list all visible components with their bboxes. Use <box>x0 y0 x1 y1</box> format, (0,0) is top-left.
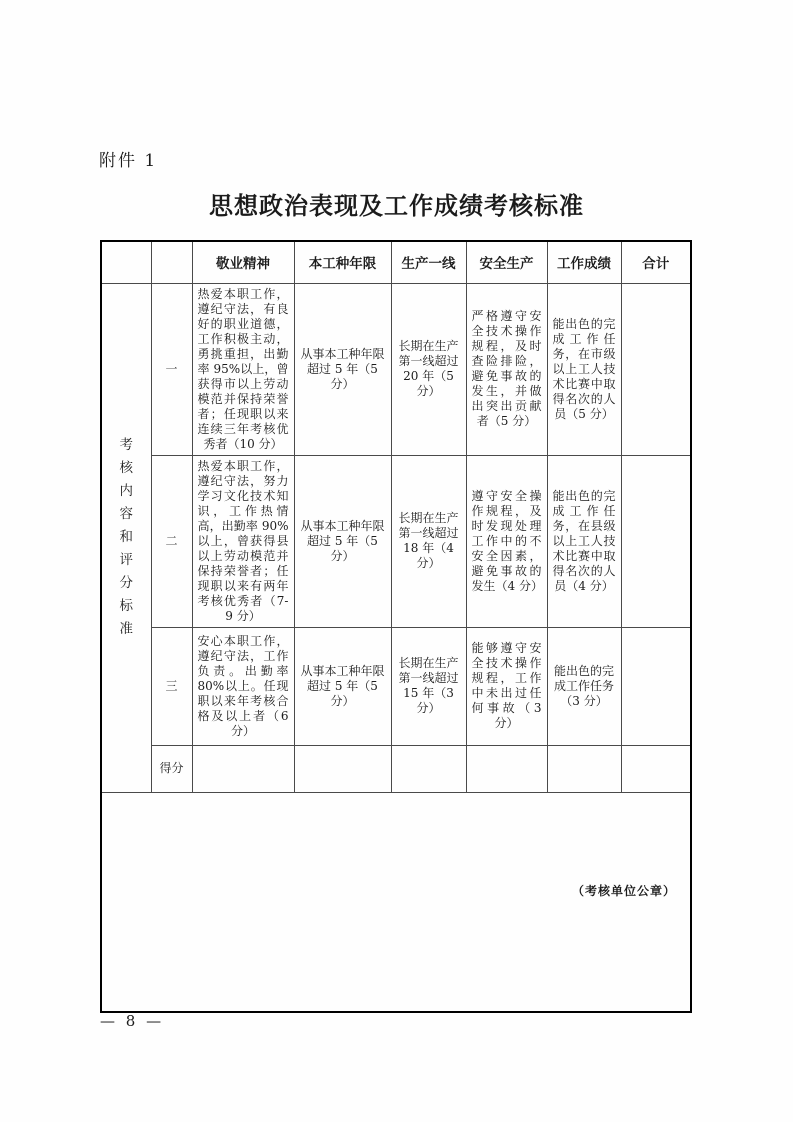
column-header-frontline: 生产一线 <box>391 241 466 283</box>
header-row <box>101 241 691 283</box>
cell-grade3-achievement: 能出色的完成工作任务（3 分） <box>547 627 621 745</box>
table-row-score <box>101 745 691 792</box>
page-number: — 8 — <box>100 1012 165 1030</box>
cell-grade1-safety: 严格遵守安全技术操作规程，及时查险排险，避免事故的发生，并做出突出贡献者（5 分） <box>466 283 547 455</box>
cell-grade2-trade-years: 从事本工种年限超过 5 年（5 分） <box>294 455 391 627</box>
left-vertical-header <box>101 283 151 792</box>
cell-score-achievement <box>547 745 621 792</box>
row-label-grade3: 三 <box>151 627 192 745</box>
row-label-grade2: 二 <box>151 455 192 627</box>
page-title: 思想政治表现及工作成绩考核标准 <box>209 191 584 220</box>
column-header-total: 合计 <box>621 241 691 283</box>
column-header-dedication: 敬业精神 <box>192 241 294 283</box>
cell-grade3-dedication: 安心本职工作，遵纪守法，工作负责。出勤率 80%以上。任现职以来年考核合格及以上者（6 分） <box>192 627 294 745</box>
cell-grade3-trade-years: 从事本工种年限超过 5 年（5 分） <box>294 627 391 745</box>
corner-cell-left <box>101 241 151 283</box>
cell-grade2-frontline: 长期在生产第一线超过 18 年（4 分） <box>391 455 466 627</box>
stamp-area <box>101 792 691 1012</box>
cell-score-frontline <box>391 745 466 792</box>
cell-grade1-frontline: 长期在生产第一线超过 20 年（5 分） <box>391 283 466 455</box>
column-header-safety: 安全生产 <box>466 241 547 283</box>
row-label-grade1: 一 <box>151 283 192 455</box>
table-row-grade2 <box>101 455 691 627</box>
table-row-grade3 <box>101 627 691 745</box>
column-header-trade-years: 本工种年限 <box>294 241 391 283</box>
cell-grade3-safety: 能够遵守安全技术操作规程，工作中未出过任何事故（3 分） <box>466 627 547 745</box>
cell-grade2-total <box>621 455 691 627</box>
corner-cell-right <box>151 241 192 283</box>
left-vertical-header-text: 考核内容和评分标准 <box>119 437 133 637</box>
cell-grade2-safety: 遵守安全操作规程，及时发现处理工作中的不安全因素，避免事故的发生（4 分） <box>466 455 547 627</box>
cell-grade2-dedication: 热爱本职工作，遵纪守法，努力学习文化技术知识，工作热情高，出勤率 90%以上，曾获得县以上劳动模范并保持荣誉者；任现职以来有两年考核优秀者（7-9 分） <box>192 455 294 627</box>
stamp-note: （考核单位公章） <box>571 884 676 899</box>
cell-grade3-total <box>621 627 691 745</box>
cell-grade2-achievement: 能出色的完成工作任务，在县级以上工人技术比赛中取得名次的人员（4 分） <box>547 455 621 627</box>
attachment-label: 附件 1 <box>99 151 158 171</box>
cell-score-safety <box>466 745 547 792</box>
cell-score-trade-years <box>294 745 391 792</box>
cell-grade1-dedication: 热爱本职工作，遵纪守法，有良好的职业道德，工作积极主动，勇挑重担，出勤率 95%以上，曾获得市以上劳动模范并保持荣誉者；任现职以来连续三年考核优秀者（10 分） <box>192 283 294 455</box>
cell-grade1-total <box>621 283 691 455</box>
cell-grade3-frontline: 长期在生产第一线超过 15 年（3 分） <box>391 627 466 745</box>
cell-grade1-achievement: 能出色的完成工作任务，在市级以上工人技术比赛中取得名次的人员（5 分） <box>547 283 621 455</box>
cell-score-total <box>621 745 691 792</box>
column-header-achievement: 工作成绩 <box>547 241 621 283</box>
assessment-table <box>100 240 692 1013</box>
stamp-row <box>101 792 691 1012</box>
cell-grade1-trade-years: 从事本工种年限超过 5 年（5 分） <box>294 283 391 455</box>
row-label-score: 得分 <box>151 745 192 792</box>
table-row-grade1 <box>101 283 691 455</box>
cell-score-dedication <box>192 745 294 792</box>
